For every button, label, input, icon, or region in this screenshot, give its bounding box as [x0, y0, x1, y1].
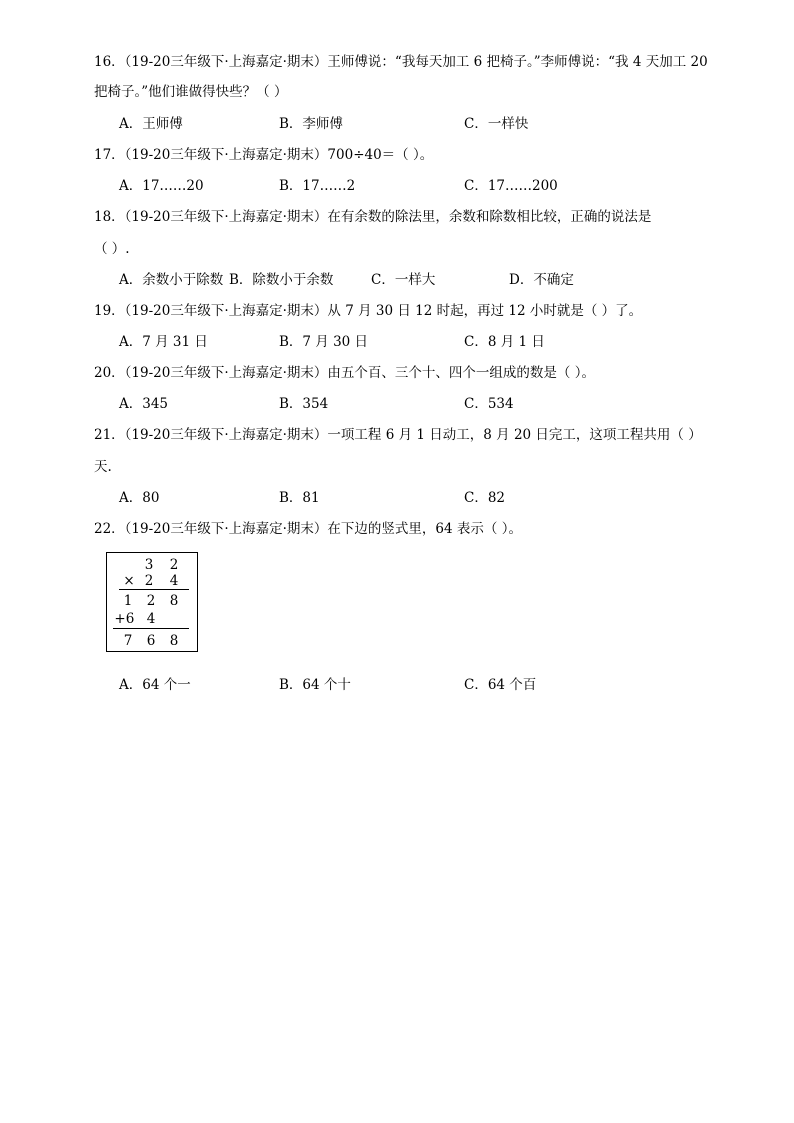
q17-line1: 17．（19-20三年级下·上海嘉定·期末）700÷40＝（ ）。 — [94, 147, 434, 163]
q17-options — [119, 174, 719, 194]
q17-option-c[interactable]: C．17……200 — [464, 178, 558, 194]
q20-line1: 20．（19-20三年级下·上海嘉定·期末）由五个百、三个十、四个一组成的数是（ ）。 — [94, 365, 595, 381]
q18-option-d[interactable]: D．不确定 — [509, 272, 574, 288]
q17-option-b[interactable]: B．17……2 — [279, 178, 356, 194]
q20-option-a[interactable]: A．345 — [119, 396, 169, 412]
q16-line2: 把椅子。”他们谁做得快些？（ ） — [94, 84, 288, 100]
q16-option-a[interactable]: A．王师傅 — [119, 116, 183, 132]
calc-digit: 2 — [146, 593, 156, 609]
q20-option-b[interactable]: B．354 — [279, 396, 329, 412]
q18-option-c[interactable]: C．一样大 — [371, 272, 436, 288]
q22-option-c[interactable]: C．64 个百 — [464, 677, 537, 693]
q22-option-b[interactable]: B．64 个十 — [279, 677, 351, 693]
calc-rule-1 — [119, 589, 189, 590]
calc-digit: 6 — [125, 611, 135, 627]
q19-option-a[interactable]: A．7 月 31 日 — [119, 334, 208, 350]
q16-option-b[interactable]: B．李师傅 — [279, 116, 343, 132]
q20-option-c[interactable]: C．534 — [464, 396, 514, 412]
q18-line2: （ ）. — [94, 241, 130, 257]
calc-digit: 6 — [146, 633, 156, 649]
calc-digit: 8 — [169, 593, 179, 609]
q18-option-a[interactable]: A．余数小于除数 — [119, 272, 224, 288]
q19-option-c[interactable]: C．8 月 1 日 — [464, 334, 545, 350]
q19-line1: 19．（19-20三年级下·上海嘉定·期末）从 7 月 30 日 12 时起，再过 12 小时就是（ ）了。 — [94, 303, 643, 319]
q19-option-b[interactable]: B．7 月 30 日 — [279, 334, 369, 350]
q18-line1: 18．（19-20三年级下·上海嘉定·期末）在有余数的除法里，余数和除数相比较，正确的说法是 — [94, 209, 652, 225]
vertical-multiplication-figure — [106, 552, 198, 652]
calc-rule-2 — [113, 628, 189, 629]
calc-row-product — [107, 633, 199, 649]
q19-options — [119, 330, 719, 350]
calc-digit: 2 — [169, 557, 179, 573]
q21-line1: 21．（19-20三年级下·上海嘉定·期末）一项工程 6 月 1 日动工，8 月 20 日完工，这项工程共用（ ） — [94, 427, 702, 443]
calc-row-multiplicand — [107, 557, 199, 573]
calc-digit: 4 — [169, 573, 179, 589]
q21-options — [119, 486, 719, 506]
q21-option-a[interactable]: A．80 — [119, 490, 160, 506]
q21-option-b[interactable]: B．81 — [279, 490, 320, 506]
q20-options — [119, 392, 719, 412]
q21-line2: 天. — [94, 459, 112, 475]
calc-row-partial-1 — [107, 593, 199, 609]
calc-row-partial-2 — [107, 611, 199, 627]
calc-digit: 4 — [146, 611, 156, 627]
calc-digit: 8 — [169, 633, 179, 649]
q18-options — [119, 268, 719, 288]
q16-option-c[interactable]: C．一样快 — [464, 116, 529, 132]
calc-digit: 1 — [123, 593, 133, 609]
calc-times-sign: × — [123, 573, 135, 589]
q16-line1: 16．（19-20三年级下·上海嘉定·期末）王师傅说：“我每天加工 6 把椅子。”李师傅说：“我 4 天加工 20 — [94, 54, 708, 70]
calc-digit: 7 — [123, 633, 133, 649]
calc-digit: 3 — [144, 557, 154, 573]
calc-row-multiplier — [107, 573, 199, 589]
q22-options — [119, 673, 719, 693]
calc-plus-sign: + — [114, 611, 126, 627]
q21-option-c[interactable]: C．82 — [464, 490, 506, 506]
q18-option-b[interactable]: B．除数小于余数 — [229, 272, 334, 288]
q16-options — [119, 112, 719, 132]
q17-option-a[interactable]: A．17……20 — [119, 178, 204, 194]
calc-digit: 2 — [144, 573, 154, 589]
q22-option-a[interactable]: A．64 个一 — [119, 677, 191, 693]
q22-line1: 22．（19-20三年级下·上海嘉定·期末）在下边的竖式里，64 表示（ ）。 — [94, 521, 522, 537]
